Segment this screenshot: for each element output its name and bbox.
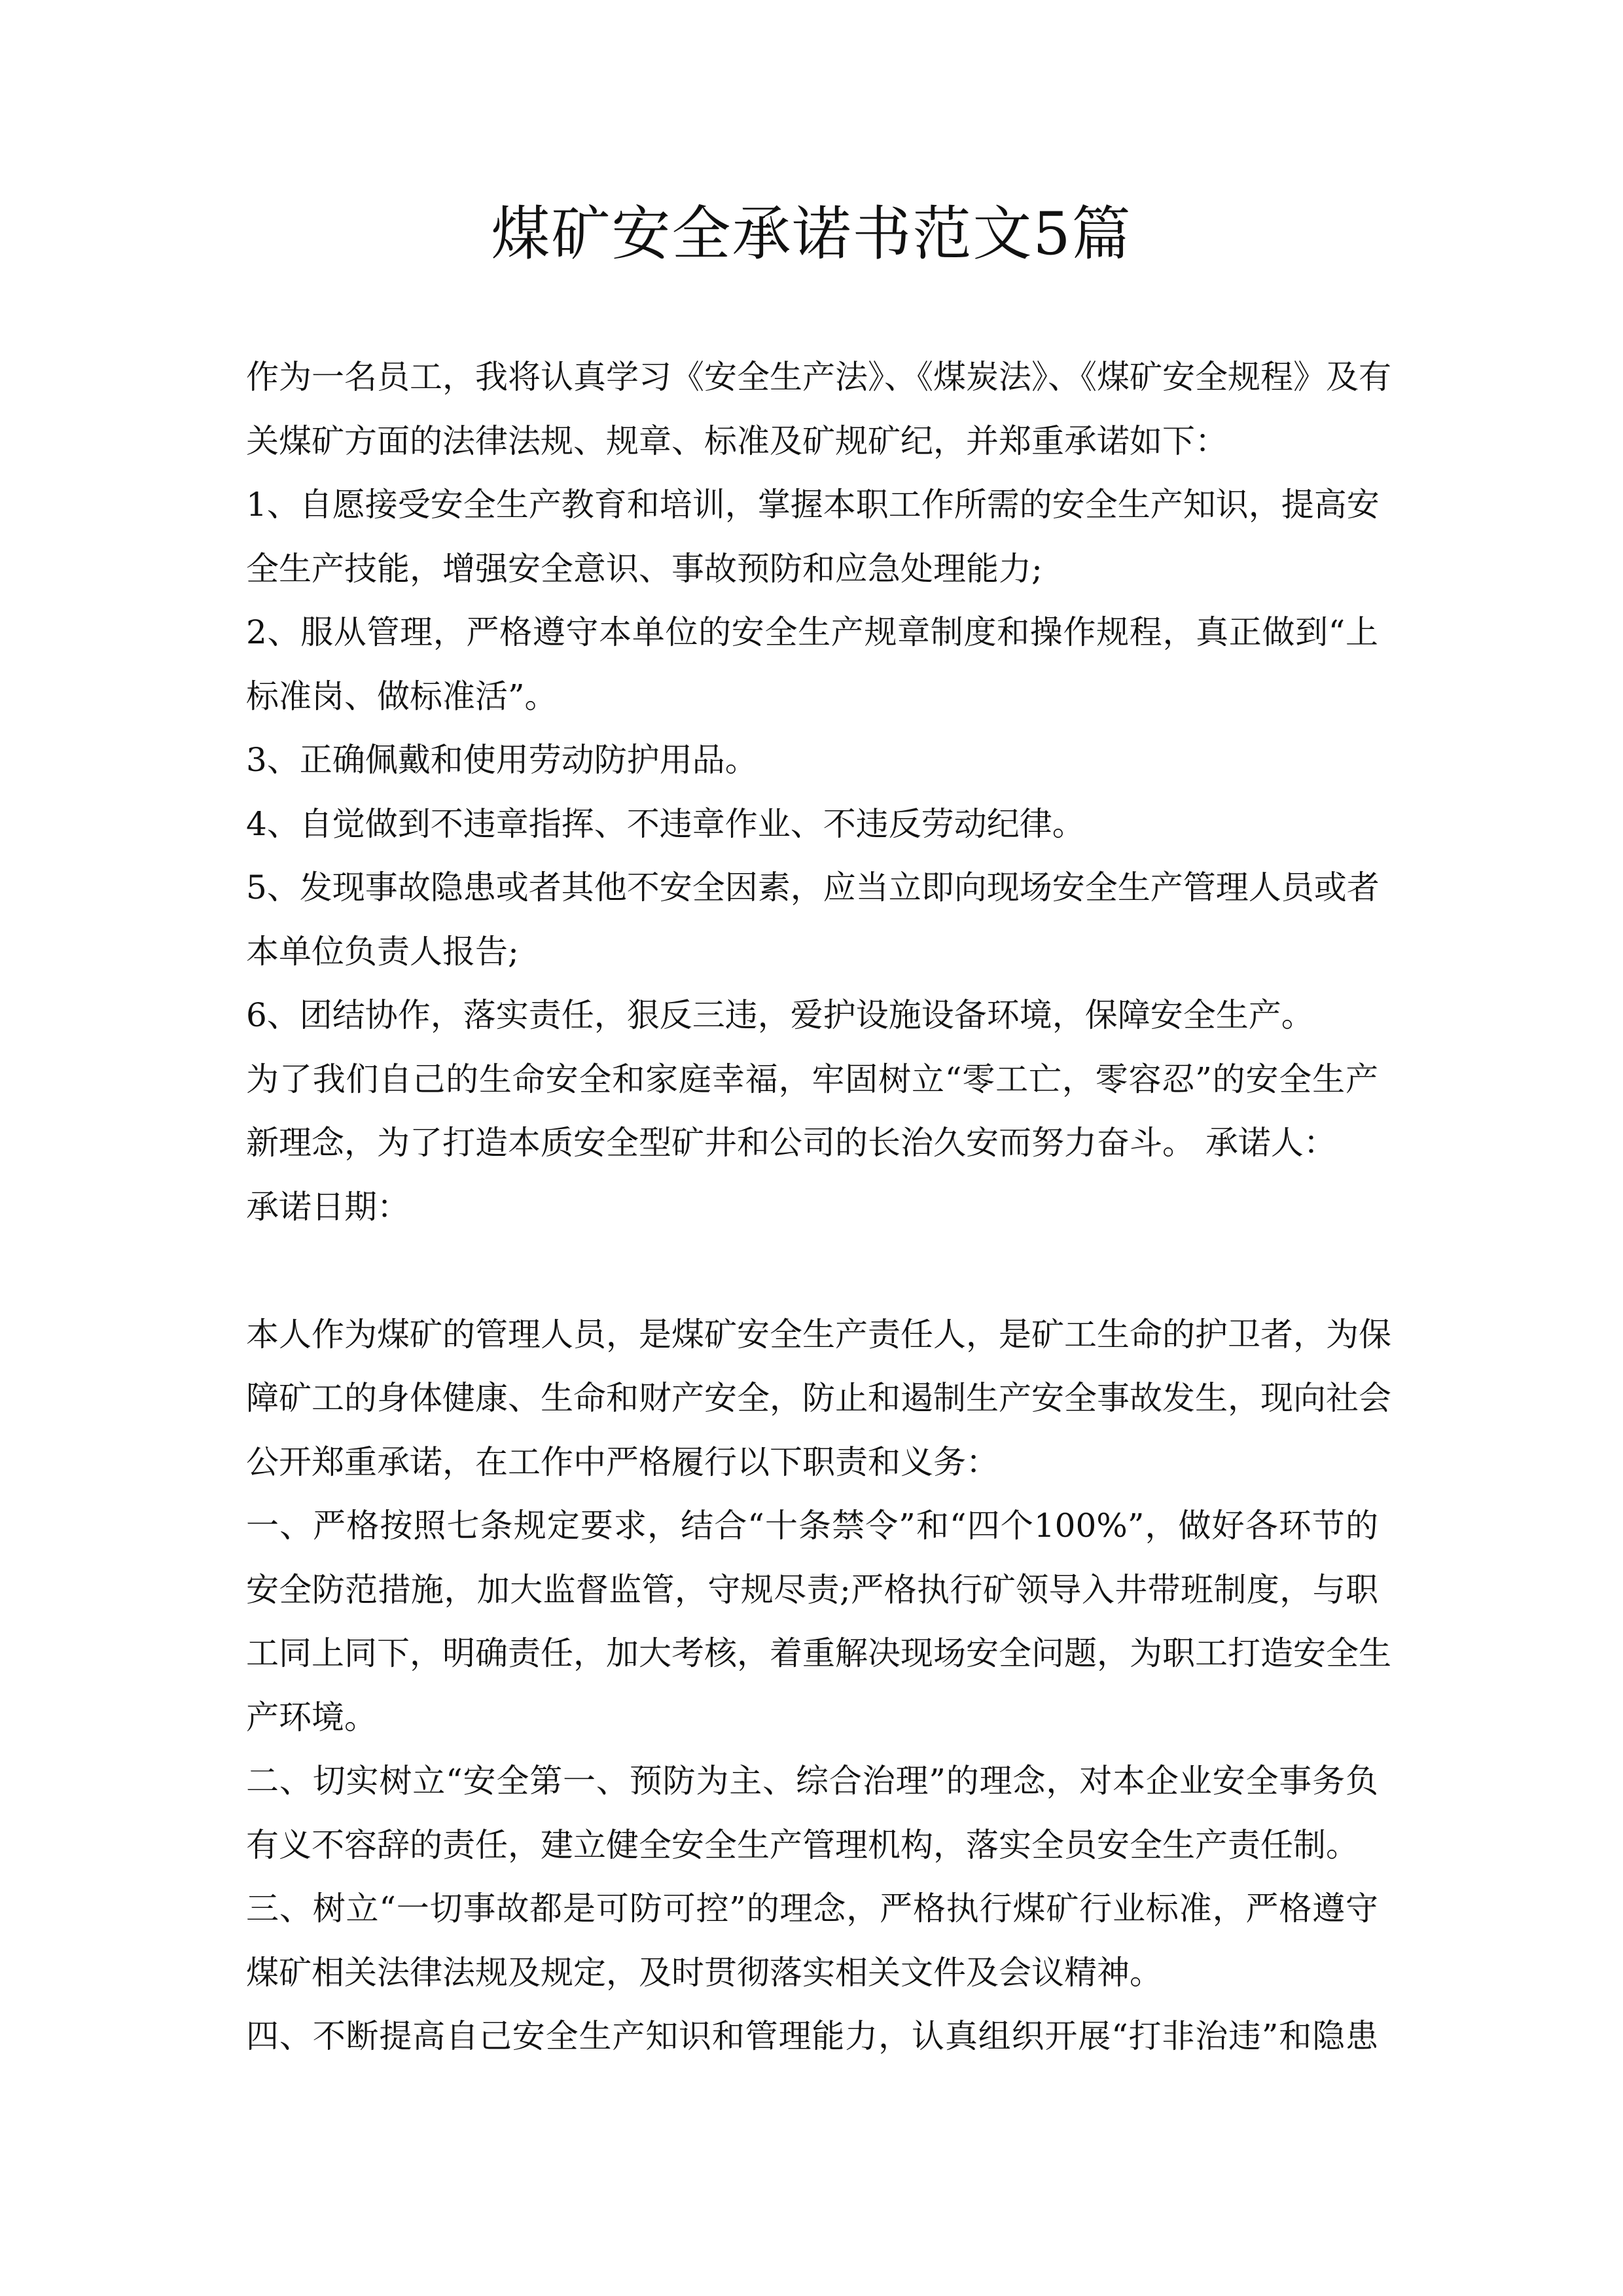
text-line: 4、自觉做到不违章指挥、不违章作业、不违反劳动纪律。: [246, 804, 1085, 843]
text-line: 关煤矿方面的法律法规、规章、标准及矿规矿纪，并郑重承诺如下：: [246, 422, 1228, 460]
text-line: 5、发现事故隐患或者其他不安全因素，应当立即向现场安全生产管理人员或者: [246, 869, 1380, 906]
commitment-section-2: [246, 1303, 1391, 2069]
text-line: 产环境。: [246, 1698, 377, 1736]
text-line: 标准岗、做标准活”。: [246, 677, 558, 715]
text-line: 工同上同下，明确责任，加大考核，着重解决现场安全问题，为职工打造安全生: [246, 1634, 1391, 1672]
text-line: 三、树立“一切事故都是可防可控”的理念，严格执行煤矿行业标准，严格遵守: [246, 1890, 1378, 1928]
text-line: 本单位负责人报告;: [246, 932, 519, 971]
text-line: 2、服从管理，严格遵守本单位的安全生产规章制度和操作规程，真正做到“上: [246, 613, 1378, 651]
text-line: 本人作为煤矿的管理人员，是煤矿安全生产责任人，是矿工生命的护卫者，为保: [246, 1315, 1391, 1354]
text-line: 3、正确佩戴和使用劳动防护用品。: [246, 741, 758, 779]
text-line: 一、严格按照七条规定要求，结合“十条禁令”和“四个100%”，做好各环节的: [246, 1507, 1378, 1545]
document-body: [246, 346, 1391, 2069]
commitment-section-1: [246, 346, 1391, 1239]
text-line: 全生产技能，增强安全意识、事故预防和应急处理能力;: [246, 549, 1043, 588]
section-spacer: [246, 1239, 1378, 1303]
text-line: 有义不容辞的责任，建立健全安全生产管理机构，落实全员安全生产责任制。: [246, 1825, 1359, 1864]
text-line: 承诺日期：: [246, 1187, 410, 1226]
text-line: 二、切实树立“安全第一、预防为主、综合治理”的理念，对本企业安全事务负: [246, 1762, 1378, 1800]
text-line: 四、不断提高自己安全生产知识和管理能力，认真组织开展“打非治违”和隐患: [246, 2017, 1378, 2055]
text-line: 煤矿相关法律法规及规定，及时贯彻落实相关文件及会议精神。: [246, 1953, 1162, 1992]
text-line: 新理念，为了打造本质安全型矿井和公司的长治久安而努力奋斗。 承诺人：: [246, 1124, 1336, 1162]
text-line: 公开郑重承诺，在工作中严格履行以下职责和义务：: [246, 1443, 999, 1481]
text-line: 为了我们自己的生命安全和家庭幸福，牢固树立“零工亡，零容忍”的安全生产: [246, 1060, 1378, 1098]
text-line: 1、自愿接受安全生产教育和培训，掌握本职工作所需的安全生产知识，提高安: [246, 486, 1380, 524]
text-line: 6、团结协作，落实责任，狠反三违，爱护设施设备环境，保障安全生产。: [246, 996, 1314, 1034]
text-line: 障矿工的身体健康、生命和财产安全，防止和遏制生产安全事故发生，现向社会: [246, 1379, 1391, 1417]
text-line: 作为一名员工，我将认真学习《安全生产法》、《煤炭法》、《煤矿安全规程》及有: [246, 358, 1391, 396]
document-title: 煤矿安全承诺书范文5篇: [491, 200, 1132, 268]
text-line: 安全防范措施，加大监督监管，守规尽责;严格执行矿领导入井带班制度，与职: [246, 1570, 1378, 1609]
